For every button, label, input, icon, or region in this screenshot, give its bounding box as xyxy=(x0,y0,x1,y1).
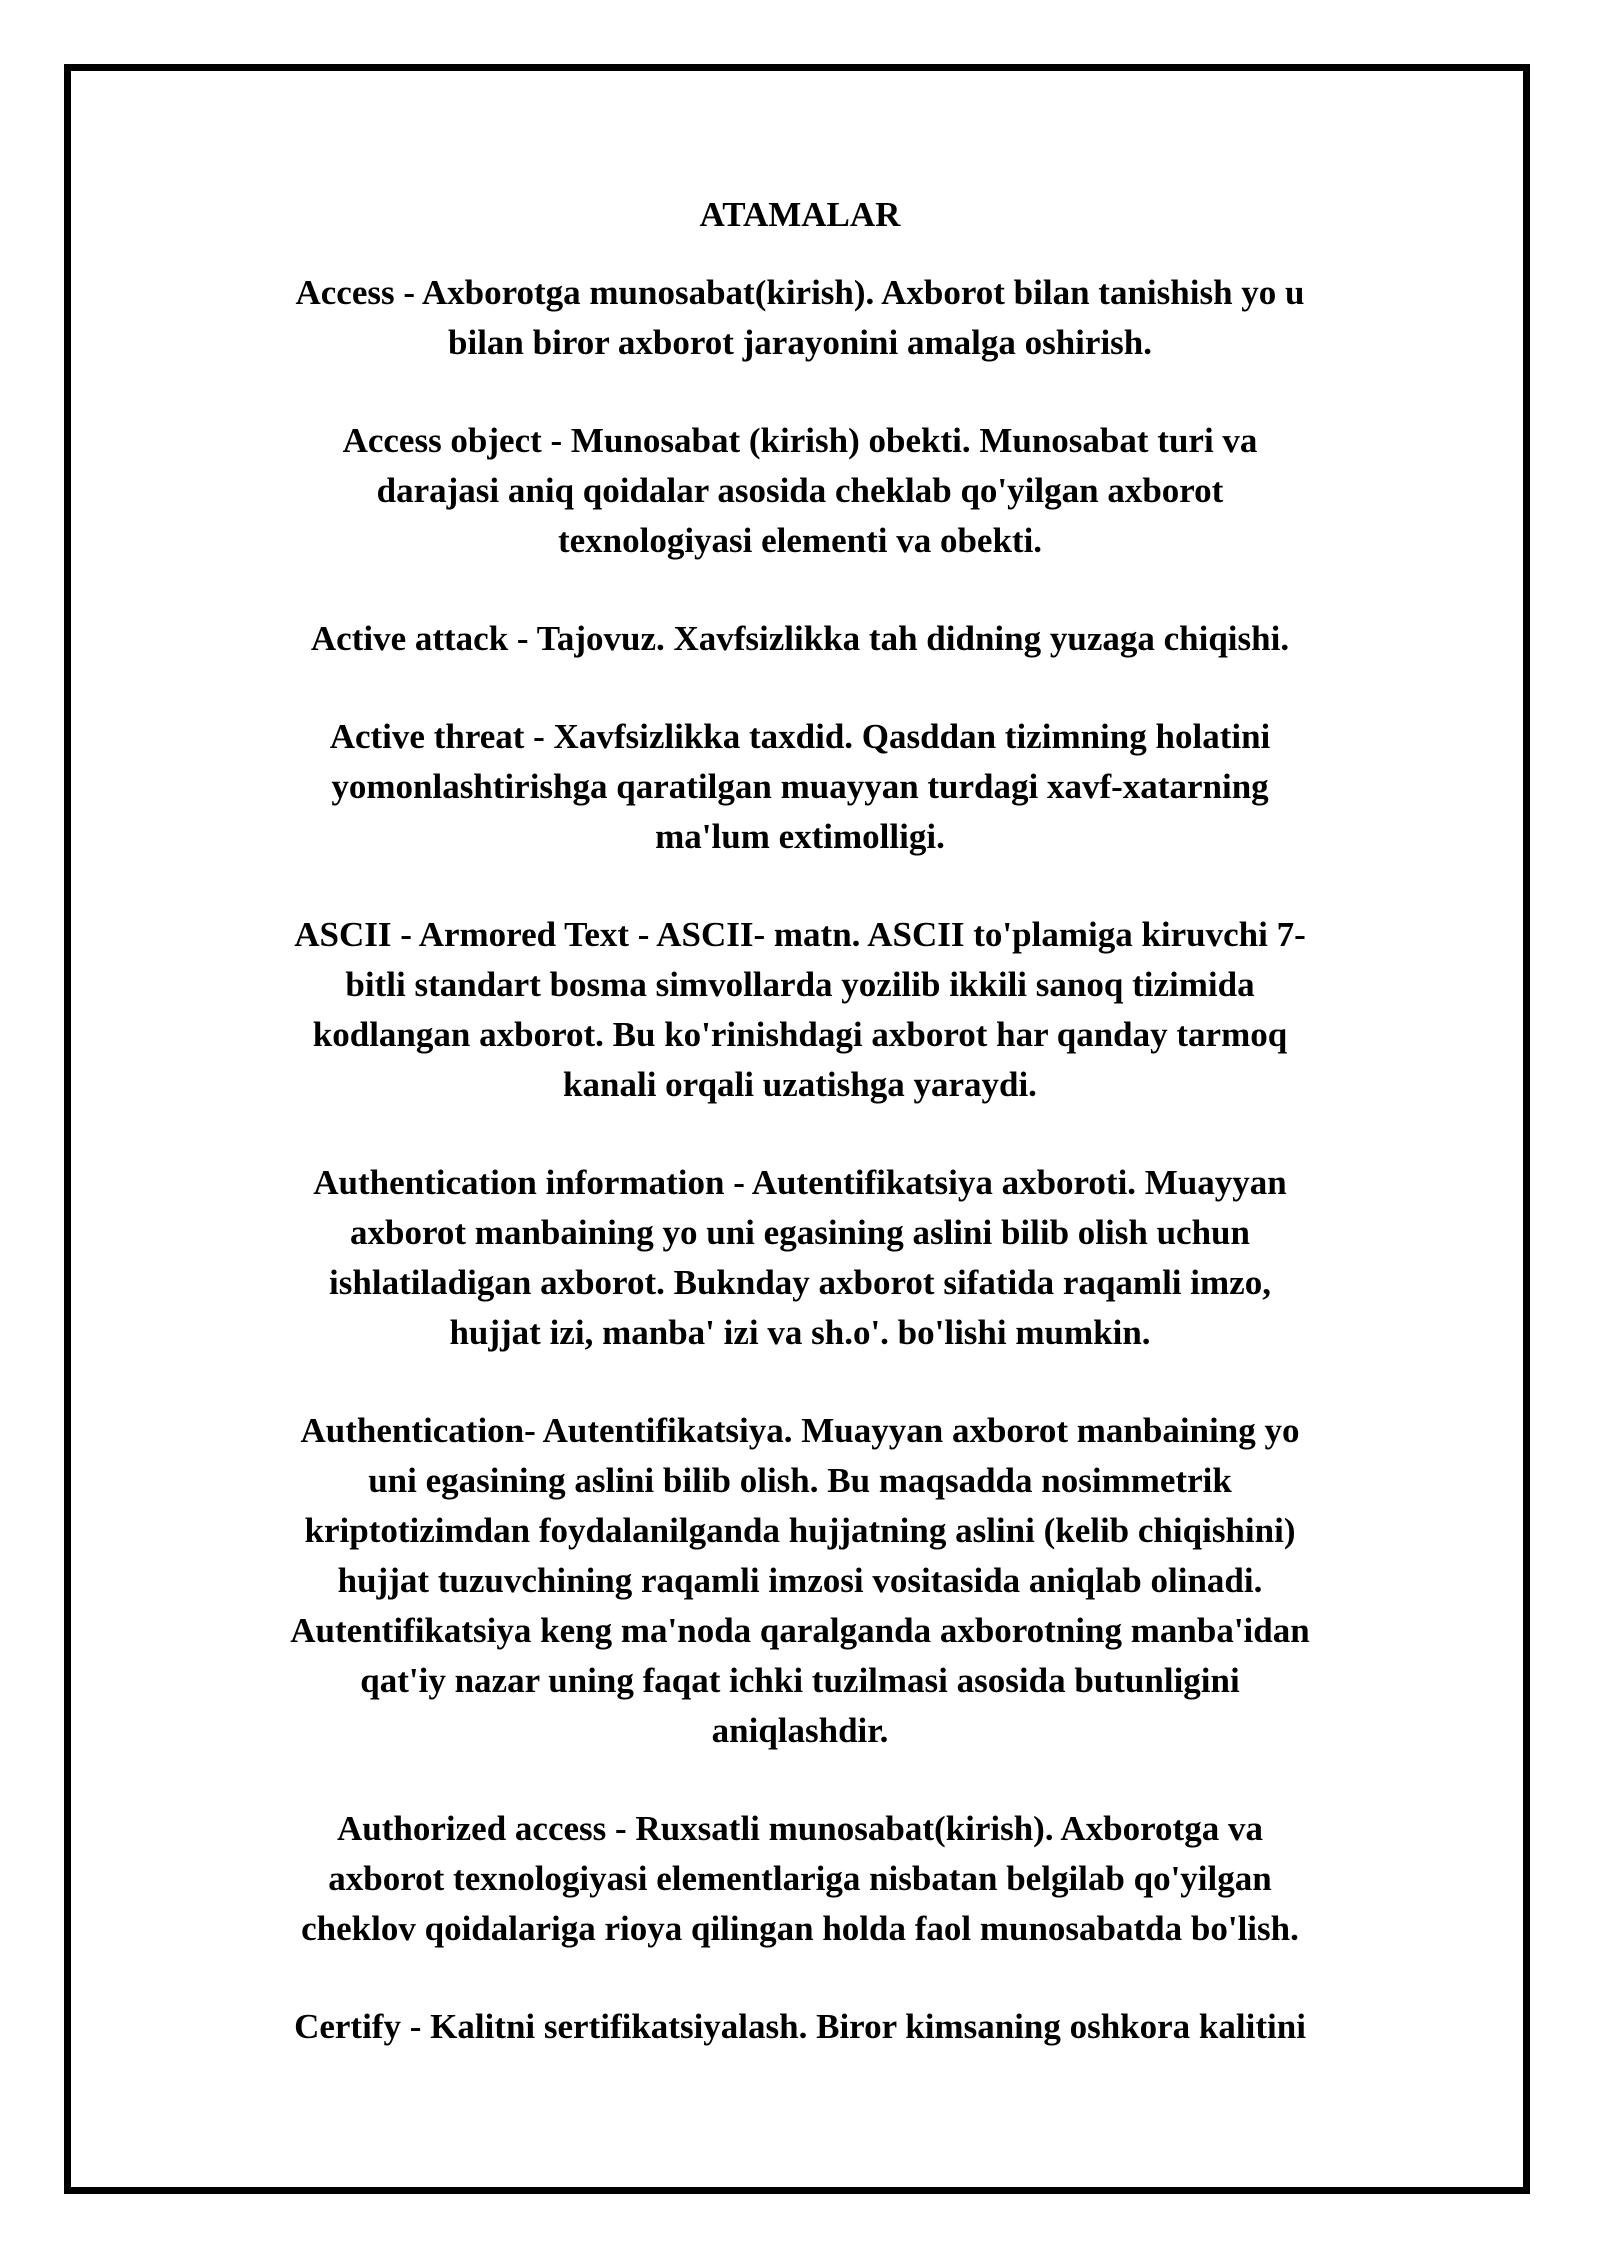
entry-line: darajasi aniq qoidalar asosida cheklab qo'yilgan axborot xyxy=(376,471,1224,510)
entry-line: Certify - Kalitni sertifikatsiyalash. Biror kimsaning oshkora kalitini xyxy=(294,2007,1306,2046)
entry-line: aniqlashdir. xyxy=(711,1711,889,1750)
page-title: ATAMALAR xyxy=(699,195,901,234)
entry-line: yomonlashtirishga qaratilgan muayyan turdagi xavf-xatarning xyxy=(331,767,1269,806)
term-entry-active-threat xyxy=(130,712,1470,862)
term-entry-certify xyxy=(130,2002,1470,2052)
entry-line: Authentication information - Autentifikatsiya axboroti. Muayyan xyxy=(313,1163,1287,1202)
term-entry-active-attack xyxy=(130,614,1470,664)
entry-line: uni egasining aslini bilib olish. Bu maqsadda nosimmetrik xyxy=(368,1461,1232,1500)
term-entry-access xyxy=(130,268,1470,368)
entry-line: cheklov qoidalariga rioya qilingan holda faol munosabatda bo'lish. xyxy=(301,1909,1299,1948)
entry-line: ASCII - Armored Text - ASCII- matn. ASCII to'plamiga kiruvchi 7- xyxy=(294,915,1306,954)
entry-line: Authorized access - Ruxsatli munosabat(kirish). Axborotga va xyxy=(337,1809,1263,1848)
entry-line: Autentifikatsiya keng ma'noda qaralganda axborotning manba'idan xyxy=(290,1611,1310,1650)
entry-line: kanali orqali uzatishga yaraydi. xyxy=(563,1065,1037,1104)
term-entry-authentication-information xyxy=(130,1158,1470,1358)
entry-line: texnologiyasi elementi va obekti. xyxy=(557,521,1043,560)
entry-line: ishlatiladigan axborot. Buknday axborot sifatida raqamli imzo, xyxy=(329,1263,1271,1302)
entry-line: hujjat izi, manba' izi va sh.o'. bo'lishi mumkin. xyxy=(449,1313,1151,1352)
entry-line: hujjat tuzuvchining raqamli imzosi vositasida aniqlab olinadi. xyxy=(337,1561,1263,1600)
entry-line: bitli standart bosma simvollarda yozilib ikkili sanoq tizimida xyxy=(345,965,1255,1004)
entry-line: qat'iy nazar uning faqat ichki tuzilmasi asosida butunligini xyxy=(360,1661,1240,1700)
entry-line: bilan biror axborot jarayonini amalga oshirish. xyxy=(448,323,1152,362)
term-entry-authentication xyxy=(130,1406,1470,1756)
term-entry-access-object xyxy=(130,416,1470,566)
entry-line: Access - Axborotga munosabat(kirish). Axborot bilan tanishish yo u xyxy=(295,273,1305,312)
entry-line: Active threat - Xavfsizlikka taxdid. Qasddan tizimning holatini xyxy=(329,717,1271,756)
term-entry-authorized-access xyxy=(130,1804,1470,1954)
entry-line: Active attack - Tajovuz. Xavfsizlikka tah didning yuzaga chiqishi. xyxy=(310,619,1290,658)
entry-line: axborot texnologiyasi elementlariga nisbatan belgilab qo'yilgan xyxy=(328,1859,1272,1898)
document-body xyxy=(130,190,1470,2052)
entry-line: kodlangan axborot. Bu ko'rinishdagi axborot har qanday tarmoq xyxy=(312,1015,1288,1054)
entry-line: Authentication- Autentifikatsiya. Muayyan axborot manbaining yo xyxy=(300,1411,1300,1450)
entry-line: ma'lum extimolligi. xyxy=(655,817,945,856)
entry-line: kriptotizimdan foydalanilganda hujjatning aslini (kelib chiqishini) xyxy=(304,1511,1296,1550)
entry-line: Access object - Munosabat (kirish) obekti. Munosabat turi va xyxy=(342,421,1258,460)
term-entry-ascii-armored-text xyxy=(130,910,1470,1110)
entry-line: axborot manbaining yo uni egasining aslini bilib olish uchun xyxy=(350,1213,1250,1252)
